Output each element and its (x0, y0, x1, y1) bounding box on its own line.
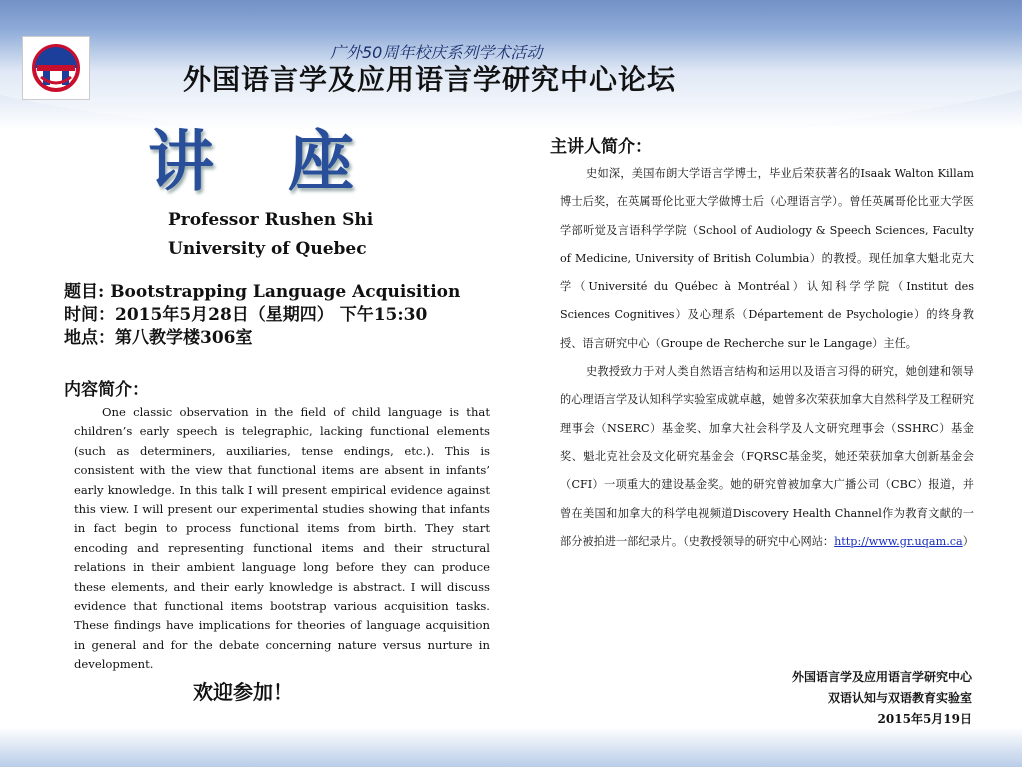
bio-paragraph-2-text: 史教授致力于对人类自然语言结构和运用以及语言习得的研究，她创建和领导的心理语言学及认知科学实验室成就卓越，她曾多次荣获加拿大自然科学及工程研究理事会（NSERC）基金奖、加拿大社会科学及人文研究理事会（SSHRC）基金奖、魁北克社会及文化研究基金会（FQRSC基金奖，她还荣获加拿大创新基金会（CFI）一项重大的建设基金奖。她的研究曾被加拿大广播公司（CBC）报道，并曾在美国和加拿大的科学电视频道Discovery Health Channel作为教育文献的一部分被拍进一部纪录片。（史教授领导的研究中心网站： (560, 365, 974, 548)
bio-paragraph-2 (560, 358, 974, 556)
signature-org-2: 双语认知与双语教育实验室 (827, 691, 972, 705)
signature-date: 2015年5月19日 (877, 712, 972, 726)
speaker-name: Professor Rushen Shi (168, 210, 374, 230)
bio-paragraph-2-end: ） (962, 534, 974, 548)
event-place: 地点：第八教学楼306室 (64, 328, 253, 348)
university-logo-icon (22, 36, 90, 100)
bio-heading: 主讲人简介： (550, 137, 652, 157)
speaker-bio (560, 160, 974, 556)
forum-banner-title: 外国语言学及应用语言学研究中心论坛 (183, 63, 677, 96)
bio-paragraph-1: 史如深，美国布朗大学语言学博士，毕业后荣获著名的Isaak Walton Killam博士后奖，在英属哥伦比亚大学做博士后（心理语言学）。曾任英属哥伦比亚大学医学部听觉及言语科学学院（School of Audiology & Speech Sciences, Faculty of Medicine, University of British Columbia）的教授。现任加拿大魁北克大学（Université du Québec à Montréal）认知科学学院（Institut des Sciences Cognitives）及心理系（Département de Psychologie）的终身教授、语言研究中心（Groupe de Recherche sur le Langage）主任。 (560, 167, 974, 350)
abstract-heading: 内容简介： (64, 380, 149, 400)
speaker-affiliation: University of Quebec (168, 239, 367, 259)
abstract-text: One classic observation in the field of child language is that children’s early speech is telegraphic, lacking functional elements (such as determiners, auxiliaries, tense endings, etc.). This is consistent with the view that functional items are absent in infants’ early knowledge. In this talk I will present empirical evidence against this view. I will present our experimental studies showing that infants in fact begin to process functional items from birth. They start encoding and representing functional items and their structural relations in their ambient language long before they can produce these elements, and their early knowledge is abstract. I will discuss evidence that functional items bootstrap various acquisition tasks. These findings have implications for theories of language acquisition in general and for the debate concerning nature versus nurture in development. (74, 405, 490, 672)
speaker-block (168, 206, 373, 264)
signature-org-1: 外国语言学及应用语言学研究中心 (791, 670, 972, 684)
research-center-link[interactable]: http://www.gr.uqam.ca (834, 534, 963, 548)
lecture-heading: 讲座 (148, 123, 428, 200)
event-topic: 题目: Bootstrapping Language Acquisition (64, 282, 461, 302)
event-info (64, 281, 460, 350)
event-time: 时间：2015年5月28日（星期四） 下午15:30 (64, 305, 428, 325)
event-tagline: 广外50周年校庆系列学术活动 (330, 43, 543, 62)
signature-block (792, 667, 972, 730)
welcome-text: 欢迎参加！ (193, 680, 293, 704)
footer-background (0, 727, 1022, 767)
